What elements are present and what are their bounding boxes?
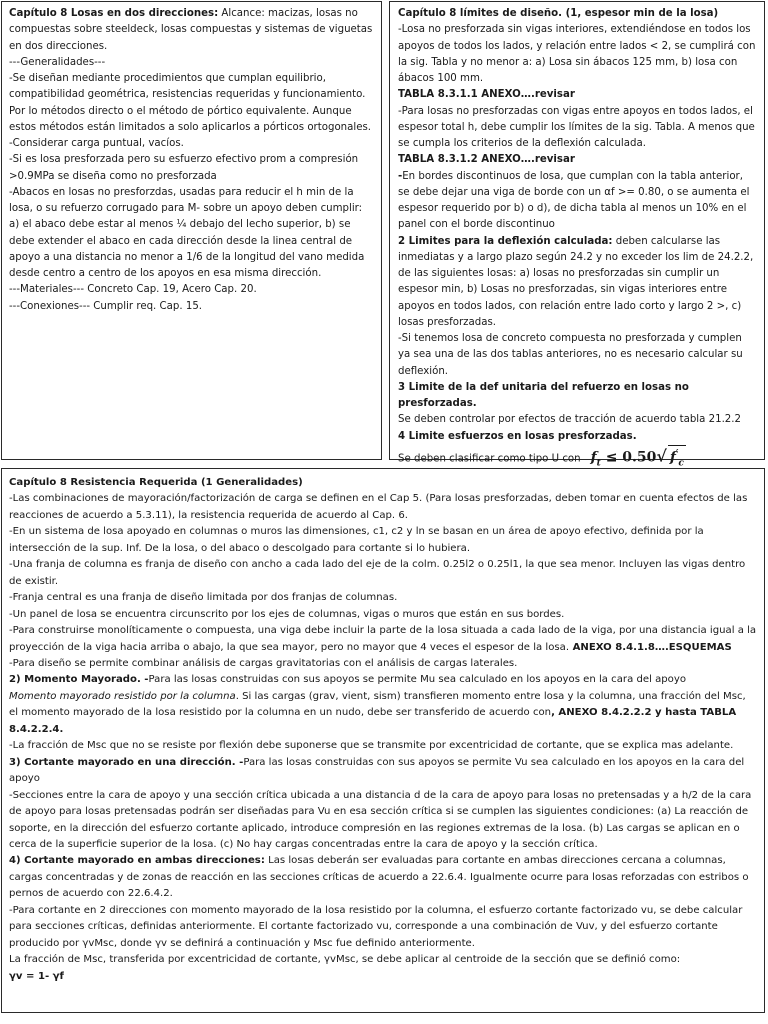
bottom-paragraph-analysis: -Para diseño se permite combinar análisis de cargas gravitatorias con el análisis de cargas laterales. (9, 657, 518, 669)
right-paragraph-beams: -Para losas no presforzadas con vigas entre apoyos en todos lados, el espesor total h, debe cumplir los límites de la sig. Tabla. A menos que se cumpla los criterios de la deflexión calculada. (398, 105, 755, 149)
stress-limit-formula: $f_t \le 0.50√$ $f'_c$ (591, 445, 686, 472)
bottom-paragraph-combinations: -Las combinaciones de mayoración/factorización de carga se definen en el Cap 5. (Para losas presforzadas, deben tomar en cuenta efectos de las reacciones de acuerdo a 5.3.11), la resistencia requerida de acuerdo al Cap. 6. (9, 493, 748, 521)
left-title: Capítulo 8 Losas en dos direcciones: (9, 8, 219, 19)
right-paragraph-strain: Se deben controlar por efectos de tracción de acuerdo tabla 21.2.2 (398, 414, 742, 426)
left-paragraph-abacos: -Abacos en losas no presforzdas, usadas para reducir el h min de la losa, o su refuerzo corrugado para M- sobre un apoyo deben cumplir: a) el abaco debe estar al menos ¼ debajo del lecho superior, b) se debe extender el abaco en cada dirección desde la linea central de apoyo a una distancia no menor a 1/6 de la longitud del vano medida desde centro a centro de los apoyos en esa misma dirección. (9, 186, 365, 279)
right-heading-stress: 4 Limite esfuerzos en losas presforzadas. (398, 430, 637, 442)
right-paragraph-composite: -Si tenemos losa de concreto compuesta no presforzada y cumplen ya sea una de las dos tablas anteriores, no es necesario calcular su deflexión. (398, 333, 743, 377)
right-paragraph-edges: -En bordes discontinuos de losa, que cumplan con la tabla anterior, se debe dejar una viga de borde con un αf >= 0.80, o se aumenta el espesor requerido por b) o d), de dicha tabla al menos un 10% en el panel con el borde discontinuo (398, 170, 750, 231)
right-paragraph-stress: Se deben clasificar como tipo U con $f_t \le 0.50√$ $f'_c$ (398, 445, 756, 472)
right-paragraph-min-thickness: -Losa no presforzada sin vigas interiores, extendiéndose en todos los apoyos de todos los lados, y relación entre lados < 2, se cumplirá con la sig. Tabla y no menor a: a) Losa sin ábacos 125 mm, b) losa con ábacos 100 mm. (398, 24, 756, 84)
right-table-ref-2: TABLA 8.3.1.2 ANEXO….revisar (398, 154, 575, 166)
bottom-title: Capítulo 8 Resistencia Requerida (1 Generalidades) (9, 477, 303, 488)
bottom-paragraph-column-strip: -Una franja de columna es franja de diseño con ancho a cada lado del eje de la colm. 0.25l2 o 0.25l1, la que sea menor. Incluyen las vigas dentro de existir. (9, 559, 746, 587)
left-paragraph-methods: -Se diseñan mediante procedimientos que cumplan equilibrio, compatibilidad geométrica, resistencias requeridas y funcionamiento. Por lo métodos directo o el método de pórtico equivalente. Aunque estos métodos están limitados a solo aplicarlos a pórticos ortogonales. (9, 73, 372, 133)
left-paragraph-presforzada: -Si es losa presforzada pero su esfuerzo efectivo prom a compresión >0.9MPa se diseña como no presforzada (9, 154, 359, 182)
right-paragraph-deflection: 2 Limites para la deflexión calculada: deben calcularse las inmediatas y a largo plazo según 24.2 y no exceder los lim de 24.2.2, de las siguientes losas: a) losas no presforzadas sin cumplir un espesor min, b) Losas no presforzadas, sin vigas interiores entre apoyos en todos lados, con relación entre lado corto y largo 2 >, c) losas presforzadas. (398, 235, 754, 328)
bottom-paragraph-beam: -Para construirse monolíticamente o compuesta, una viga debe incluir la parte de la losa situada a cada lado de la viga, por una distancia igual a la proyección de la viga hacia arriba o abajo, la que sea mayor, pero no mayor que 4 veces el espesor de la losa. ANEXO 8.4.1.8….ESQUEMAS (9, 625, 757, 653)
left-materiales: ---Materiales--- Concreto Cap. 19, Acero Cap. 20. (9, 284, 257, 296)
bottom-paragraph-critical-section: -Secciones entre la cara de apoyo y una sección crítica ubicada a una distancia d de la cara de apoyo para losas no pretensadas y a h/2 de la cara de apoyo para losas pretensadas podrán ser diseñadas para Vu en esa sección crítica si se cumplen las siguientes condiciones: (a) La reacción de soporte, en la dirección del esfuerzo cortante aplicado, introduce compresión en las regiones extremas de la losa. (b) Las cargas se aplican en o cerca de la superficie superior de la losa. (c) No hay cargas concentradas entre la cara de apoyo y la sección crítica. (9, 789, 752, 850)
bottom-paragraph-column-moment: Momento mayorado resistido por la columna. Si las cargas (grav, vient, sism) transfieren momento entre losa y la columna, una fracción del Msc, el momento mayorado de la losa resistido por la columna en un nudo, debe ser transferido de acuerdo con, ANEXO 8.4.2.2.2 y hasta TABLA 8.4.2.2.4. (9, 690, 746, 735)
right-title: Capítulo 8 límites de diseño. (1, espesor min de la losa) (398, 8, 719, 19)
bottom-paragraph-two-way-shear: 4) Cortante mayorado en ambas direcciones: Las losas deberán ser evaluadas para cortante en ambas direcciones cercana a columnas, cargas concentradas y de zonas de reacción en las secciones críticas de acuerdo a 22.6.4. Igualmente ocurre para losas reforzadas con estribos o pernos de acuerdo con 22.6.4.2. (9, 855, 749, 900)
bottom-paragraph-one-way-shear: 3) Cortante mayorado en una dirección. -Para las losas construidas con sus apoyos se permite Vu sea calculado en los apoyos en la cara del apoyo (9, 756, 745, 785)
right-heading-strain: 3 Limite de la def unitaria del refuerzo en losas no presforzadas. (398, 381, 689, 409)
right-text-box (389, 1, 765, 469)
bottom-paragraph-moment: 2) Momento Mayorado. -Para las losas construidas con sus apoyos se permite Mu sea calculado en los apoyos en la cara del apoyo (9, 674, 687, 686)
bottom-paragraph-dimensions: -En un sistema de losa apoyado en columnas o muros las dimensiones, c1, c2 y ln se basan en un área de apoyo efectivo, definida por la intersección de la sup. Inf. De la losa, o del abaco o descolgado para cortante si lo hubiera. (9, 526, 704, 554)
bottom-paragraph-factored-shear: -Para cortante en 2 direcciones con momento mayorado de la losa resistido por la columna, el esfuerzo cortante factorizado vu, se debe calcular para secciones críticas, definidas anteriormente. El cortante factorizado vu, corresponde a una combinación de Vuv, y del esfuerzo cortante producido por γvMsc, donde γv se definirá a continuación y Msc fue definido anteriormente. (9, 904, 743, 949)
bottom-paragraph-fraction: -La fracción de Msc que no se resiste por flexión debe suponerse que se transmite por excentricidad de cortante, que se explica mas adelante. (9, 740, 734, 752)
left-paragraph-scope: Capítulo 8 Losas en dos direcciones: Alcance: macizas, losas no compuestas sobre steeldeck, losas compuestas y sistemas de viguetas en dos direcciones. (9, 8, 373, 52)
bottom-paragraph-eccentric: La fracción de Msc, transferida por excentricidad de cortante, γvMsc, se debe aplicar al centroide de la sección que se definió como: (9, 954, 681, 966)
left-conexiones: ---Conexiones--- Cumplir req. Cap. 15. (9, 300, 203, 312)
left-paragraph-loads: -Considerar carga puntual, vacíos. (9, 138, 184, 149)
left-generalidades-heading: ---Generalidades--- (9, 56, 106, 68)
bottom-formula-gamma: γv = 1- γf (9, 970, 64, 982)
bottom-paragraph-middle-strip: -Franja central es una franja de diseño limitada por dos franjas de columnas. (9, 592, 398, 604)
bottom-paragraph-panel: -Un panel de losa se encuentra circunscrito por los ejes de columnas, vigas o muros que están en sus bordes. (9, 608, 565, 620)
bottom-text-box (1, 468, 765, 1013)
right-table-ref-1: TABLA 8.3.1.1 ANEXO….revisar (398, 89, 575, 101)
left-text-box (1, 1, 382, 460)
